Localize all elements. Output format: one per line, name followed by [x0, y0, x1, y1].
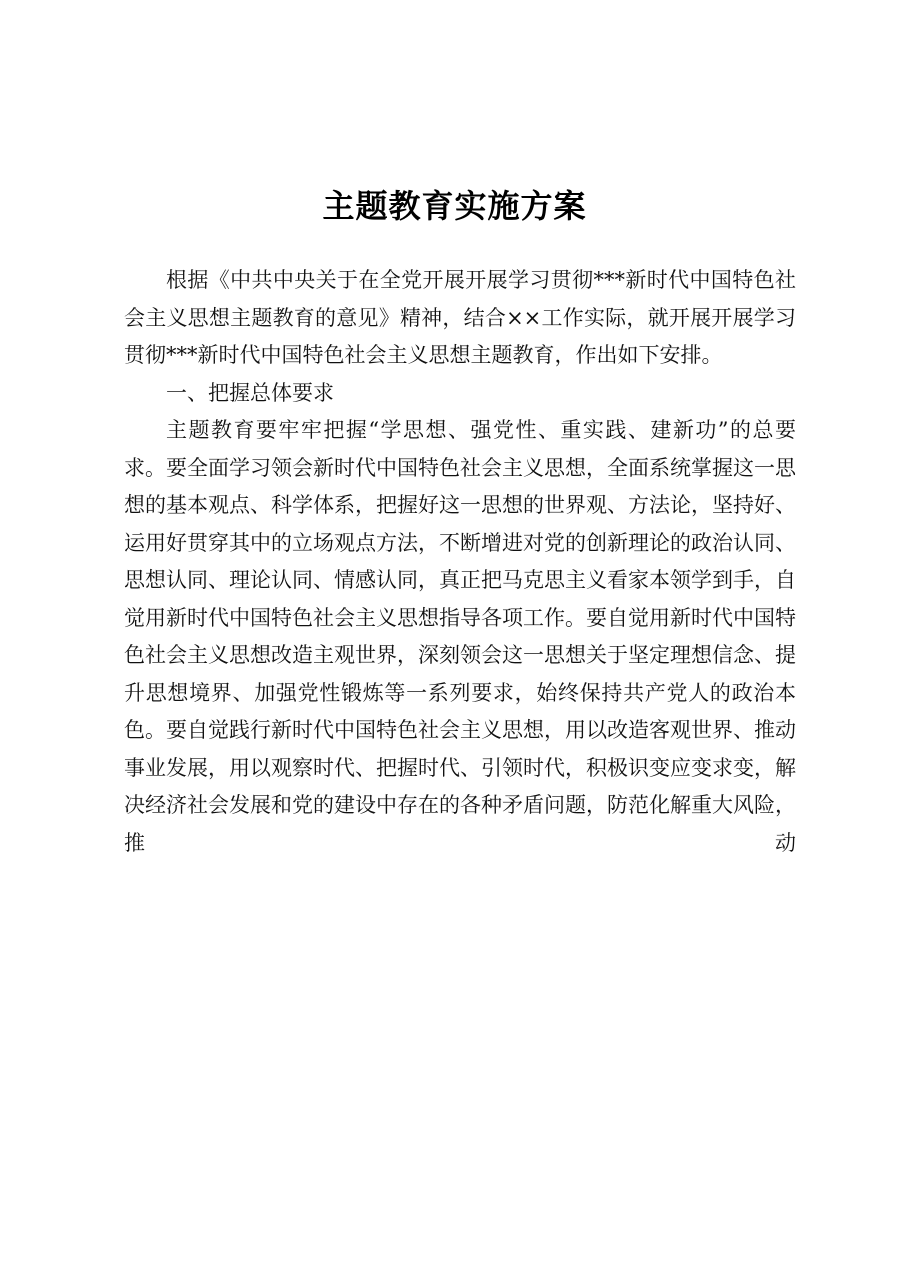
- body-paragraph: 主题教育要牢牢把握“学思想、强党性、重实践、建新功”的总要求。要全面学习领会新时代中国特色社会主义思想，全面系统掌握这一思想的基本观点、科学体系，把握好这一思想的世界观、方法论，坚持好、运用好贯穿其中的立场观点方法，不断增进对党的创新理论的政治认同、思想认同、理论认同、情感认同，真正把马克思主义看家本领学到手，自觉用新时代中国特色社会主义思想指导各项工作。要自觉用新时代中国特色社会主义思想改造主观世界，深刻领会这一思想关于坚定理想信念、提升思想境界、加强党性锻炼等一系列要求，始终保持共产党人的政治本色。要自觉践行新时代中国特色社会主义思想，用以改造客观世界、推动事业发展，用以观察时代、把握时代、引领时代，积极识变应变求变，解决经济社会发展和党的建设中存在的各种矛盾问题，防范化解重大风险，推动: [124, 418, 796, 855]
- section-heading: 一、把握总体要求: [166, 380, 334, 405]
- intro-paragraph: 根据《中共中央关于在全党开展开展学习贯彻***新时代中国特色社会主义思想主题教育的意见》精神，结合××工作实际，就开展开展学习贯彻***新时代中国特色社会主义思想主题教育，作出如下安排。: [124, 268, 796, 367]
- document-body: [124, 262, 796, 862]
- document-title: 主题教育实施方案: [322, 187, 587, 225]
